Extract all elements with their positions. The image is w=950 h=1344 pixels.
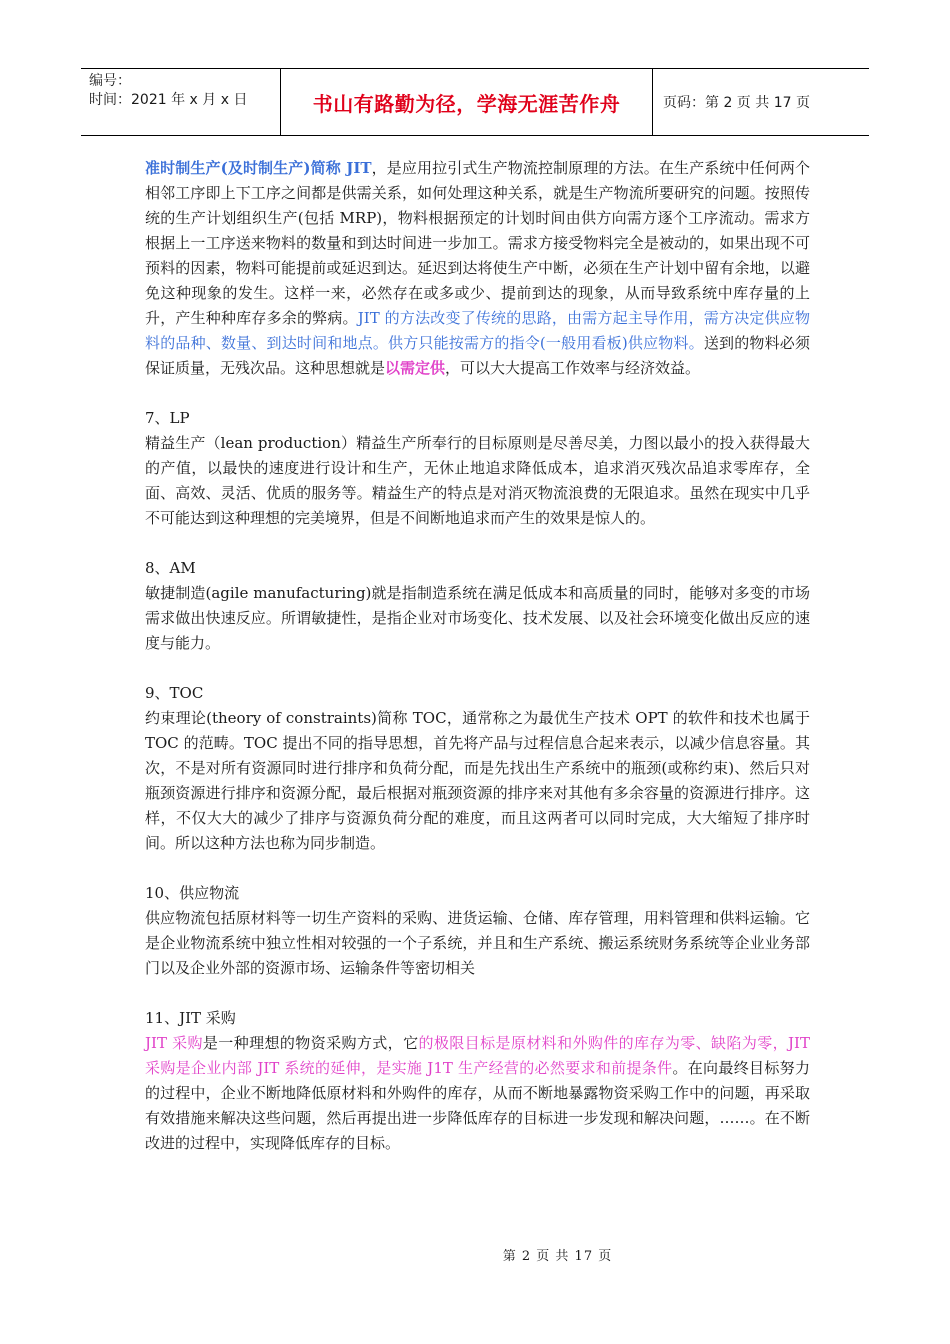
section-heading-jit: 11、JIT 采购 [145, 1009, 236, 1027]
section-heading-lp: 7、LP [145, 409, 190, 427]
header-page-info: 页码：第 2 页 共 17 页 [663, 95, 810, 111]
intro-text-3: ，可以大大提高工作效率与经济效益。 [445, 359, 701, 377]
doc-number-label: 编号： [89, 73, 131, 89]
section-heading-toc: 9、TOC [145, 684, 204, 702]
intro-paragraph [145, 156, 810, 381]
section-body-toc: 约束理论(theory of constraints)简称 TOC，通常称之为最优生产技术 OPT 的软件和技术也属于 TOC 的范畴。TOC 提出不同的指导思想，首先将产品与过程信息合起来表示，以减少信息容量。其次，不是对所有资源同时进行排序和负荷分配，而是先找出生产系统中的瓶颈(或称约束)、然后只对瓶颈资源进行排序和资源分配，最后根据对瓶颈资源的排序来对其他有多余容量的资源进行排序。这样，不仅大大的减少了排序与资源负荷分配的难度，而且这两者可以同时完成，大大缩短了排序时间。所以这种方法也称为同步制造。 [145, 709, 810, 852]
header-motto: 书山有路勤为径，学海无涯苦作舟 [281, 69, 653, 135]
section-heading-am: 8、AM [145, 559, 196, 577]
section-body-supply: 供应物流包括原材料等一切生产资料的采购、进货运输、仓储、库存管理，用料管理和供料运输。它是企业物流系统中独立性相对较强的一个子系统，并且和生产系统、搬运系统财务系统等企业业务部门以及企业外部的资源市场、运输条件等密切相关 [145, 909, 810, 977]
intro-lead: 准时制生产(及时制生产)简称 JIT [145, 159, 372, 177]
section-body-jit [145, 1031, 810, 1156]
intro-text-2: 送到的物料必须保证质量，无残次品。这种思想就是 [145, 334, 810, 377]
page-header [81, 68, 869, 136]
intro-text-1: ，是应用拉引式生产物流控制原理的方法。在生产系统中任何两个相邻工序即上下工序之间都是供需关系，如何处理这种关系，就是生产物流所要研究的问题。按照传统的生产计划组织生产(包括 MRP)，物料根据预定的计划时间由供方向需方逐个工序流动。需求方根据上一工序送来物料的数量和到达时间进一步加工。需求方接受物料完全是被动的，如果出现不可预料的因素，物料可能提前或延迟到达。延迟到达将使生产中断，必须在生产计划中留有余地，以避免这种现象的发生。这样一来，必然存在或多或少、提前到达的现象，从而导致系统中库存量的上升，产生种种库存多余的弊病。 [145, 159, 810, 327]
jit-text-2: 。在向最终目标努力的过程中，企业不断地降低原材料和外购件的库存，从而不断地暴露物资采购工作中的问题，再采取有效措施来解决这些问题，然后再提出进一步降低库存的目标进一步发现和解决问题，……。在不断改进的过程中，实现降低库存的目标。 [145, 1059, 810, 1152]
section-body-lp: 精益生产（lean production）精益生产所奉行的目标原则是尽善尽美，力图以最小的投入获得最大的产值，以最快的速度进行设计和生产，无休止地追求降低成本，追求消灭残次品追求零库存，全面、高效、灵活、优质的服务等。精益生产的特点是对消灭物流浪费的无限追求。虽然在现实中几乎不可能达到这种理想的完美境界，但是不间断地追求而产生的效果是惊人的。 [145, 434, 810, 527]
section-body-am: 敏捷制造(agile manufacturing)就是指制造系统在满足低成本和高质量的同时，能够对多变的市场需求做出快速反应。所谓敏捷性，是指企业对市场变化、技术发展、以及社会环境变化做出反应的速度与能力。 [145, 584, 810, 652]
doc-time: 时间：2021 年 x 月 x 日 [89, 92, 248, 108]
page-footer: 第 2 页 共 17 页 [502, 1249, 613, 1264]
section-heading-supply: 10、供应物流 [145, 884, 240, 902]
jit-magenta-2: 的极限目标是原材料和外购件的库存为零、缺陷为零， [418, 1034, 789, 1052]
jit-text-1: 是一种理想的物资采购方式，它 [202, 1034, 419, 1052]
jit-magenta-1: JIT 采购 [145, 1034, 203, 1052]
intro-highlight: 以需定供 [385, 359, 446, 377]
document-body [145, 156, 810, 1156]
intro-blue-text: JIT 的方法改变了传统的思路，由需方起主导作用，需方决定供应物料的品种、数量、到达时间和地点。供方只能按需方的指令(一般用看板)供应物料。 [145, 309, 810, 352]
header-meta [81, 69, 281, 135]
jit-magenta-3: JIT 采购是企业内部 JIT 系统的延伸，是实施 J1T 生产经营的必然要求和前提条件 [145, 1034, 810, 1077]
